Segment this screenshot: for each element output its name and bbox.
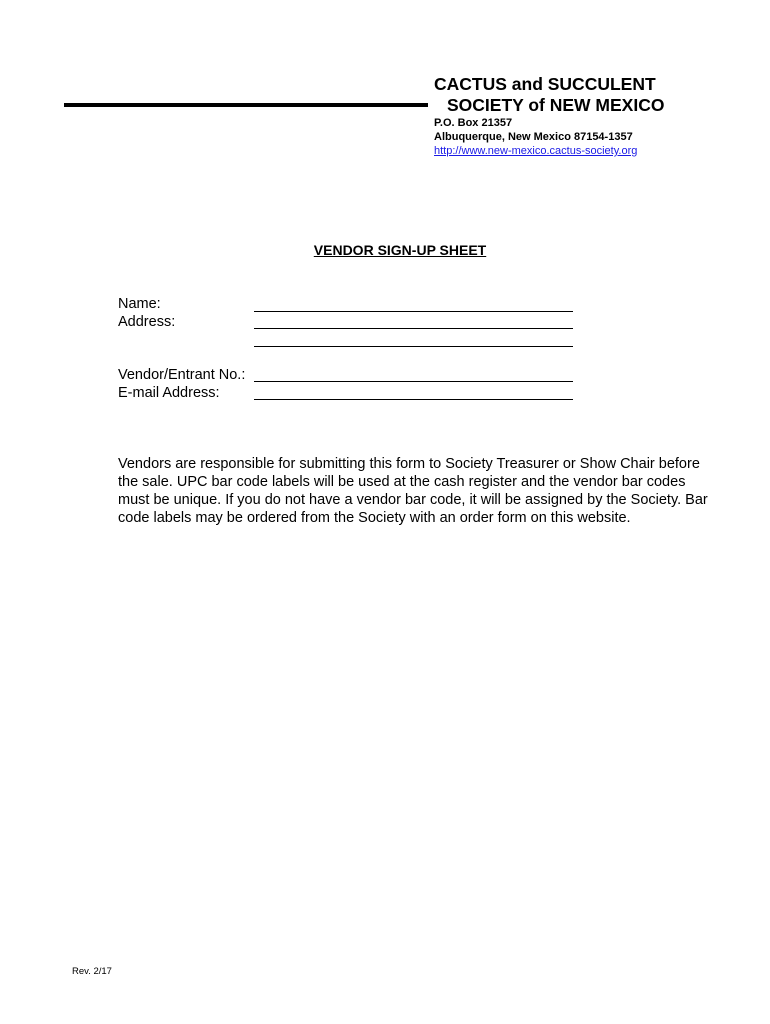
vendor-number-label: Vendor/Entrant No.: bbox=[118, 367, 246, 383]
organization-name bbox=[434, 74, 664, 116]
revision-note: Rev. 2/17 bbox=[72, 966, 112, 977]
address-field-line1[interactable] bbox=[254, 328, 573, 329]
name-label: Name: bbox=[118, 296, 161, 312]
website-link[interactable]: http://www.new-mexico.cactus-society.org bbox=[434, 145, 638, 157]
header-rule bbox=[64, 103, 428, 107]
address-field-line2[interactable] bbox=[254, 346, 573, 347]
name-field[interactable] bbox=[254, 311, 573, 312]
email-label: E-mail Address: bbox=[118, 385, 220, 401]
form-title: VENDOR SIGN-UP SHEET bbox=[313, 242, 487, 258]
organization-name-line1: CACTUS and SUCCULENT bbox=[434, 74, 656, 94]
po-box: P.O. Box 21357 bbox=[434, 117, 513, 129]
email-field[interactable] bbox=[254, 399, 573, 400]
vendor-number-field[interactable] bbox=[254, 381, 573, 382]
address-label: Address: bbox=[118, 314, 176, 330]
organization-name-line2: SOCIETY of NEW MEXICO bbox=[447, 95, 665, 115]
instructions-paragraph: Vendors are responsible for submitting this form to Society Treasurer or Show Chair before the sale. UPC bar code labels will be used at the cash register and the vendor bar codes must be unique. If you do not have a vendor bar code, it will be assigned by the Society. Bar code labels may be ordered from the Society with an order form on this website. bbox=[118, 456, 708, 526]
organization-contact bbox=[434, 116, 637, 158]
city-state-zip: Albuquerque, New Mexico 87154-1357 bbox=[434, 131, 633, 143]
